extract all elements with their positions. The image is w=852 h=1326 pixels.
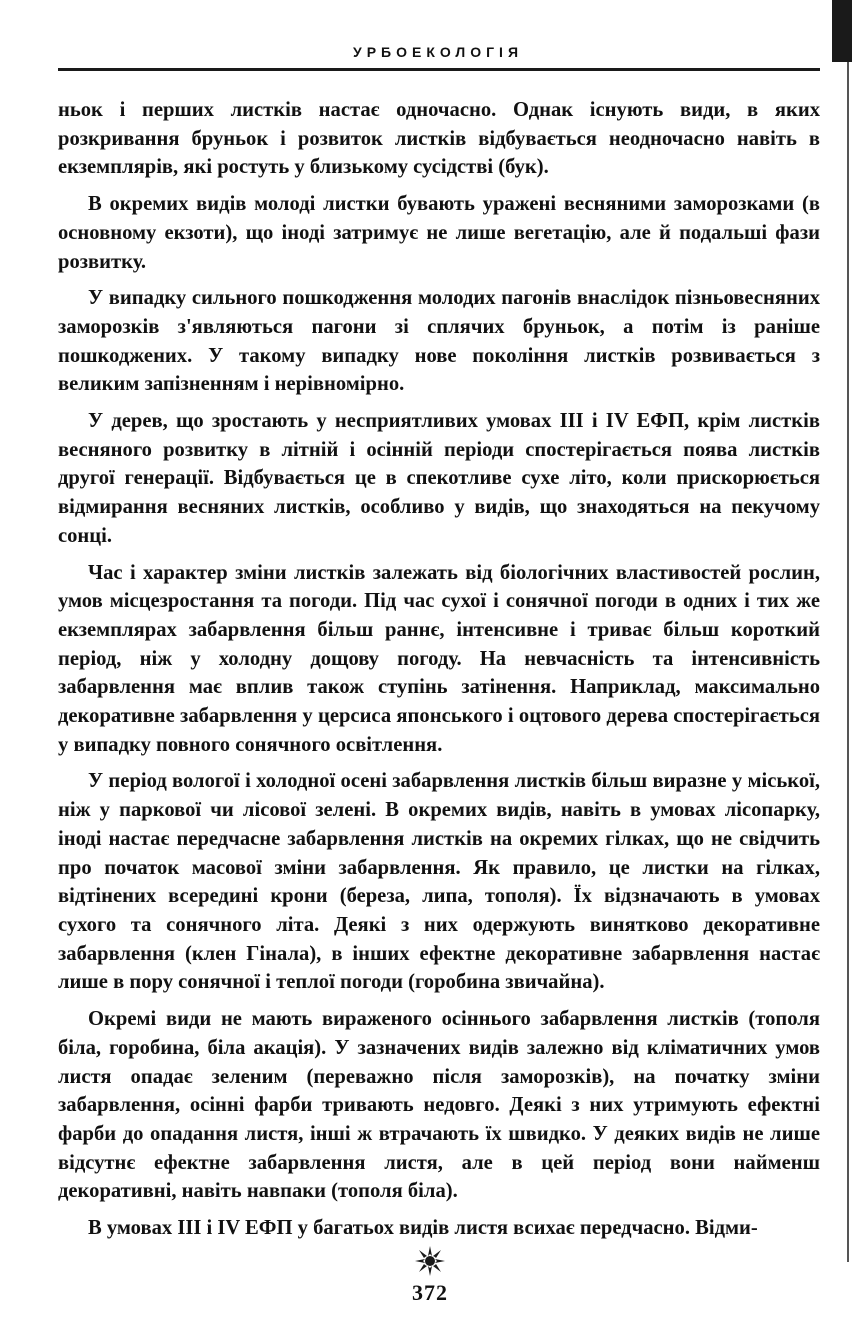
paragraph: Час і характер зміни листків залежать від біологічних властивостей рослин, умов місцезростання та погоди. Під час сухої і сонячної погоди в одних і тих же екземплярах забарвлення більш раннє, інтенсивне і триває більш короткий період, ніж у холодну дощову погоду. На невчасність та інтенсивність забарвлення має вплив також ступінь затінення. Наприклад, максимально декоративне забарвлення у церсиса японського і оцтового дерева спостерігається у випадку повного сонячного освітлення.	[58, 561, 820, 756]
page-number: 372	[412, 1280, 448, 1305]
running-header: УРБОЕКОЛОГІЯ	[352, 44, 524, 60]
paragraph: В умовах III і IV ЕФП у багатьох видів листя всихає передчасно. Відми-	[88, 1217, 758, 1240]
paragraph: У дерев, що зростають у несприятливих умовах III і IV ЕФП, крім листків весняного розвитку в літній і осінній періоди спостерігається поява листків другої генерації. Відбувається це в спекотливе сухе літо, коли прискорюється відмирання весняних листків, особливо у видів, що знаходяться на пекучому сонці.	[58, 410, 820, 547]
paragraph: ньок і перших листків настає одночасно. Однак існують види, в яких розкривання бруньок і розвиток листків відбувається неодночасно навіть в екземплярів, які ростуть у близькому сусідстві (бук).	[58, 99, 820, 179]
paragraph: У період вологої і холодної осені забарвлення листків більш виразне у міської, ніж у паркової чи лісової зелені. В окремих видів, навіть в умовах лісопарку, іноді настає передчасне забарвлення листків на окремих гілках, що не свідчить про початок масової зміни забарвлення. Як правило, це листки на гілках, відтінених всередині крони (береза, липа, тополя). Їх відзначають в умовах сухого та сонячного літа. Деякі з них одержують винятково декоративне забарвлення (клен Гінала), в інших ефектне декоративне забарвлення настає лише в пору сонячної і теплої погоди (горобина звичайна).	[58, 770, 820, 994]
paragraph: В окремих видів молоді листки бувають уражені весняними заморозками (в основному екзоти), що іноді затримує не лише вегетацію, але й подальші фази розвитку.	[58, 193, 820, 273]
leaf-ornament-icon	[413, 1244, 447, 1278]
paragraph: У випадку сильного пошкодження молодих пагонів внаслідок пізньовесняних заморозків з'являються пагони зі сплячих бруньок, а потім із раніше пошкоджених. У такому випадку нове покоління листків розвивається з великим запізненням і нерівномірно.	[58, 287, 820, 396]
page-footer	[400, 1244, 460, 1324]
paragraph: Окремі види не мають вираженого осіннього забарвлення листків (тополя біла, горобина, біла акація). У зазначених видів залежно від кліматичних умов листя опадає зеленим (переважно після заморозків), на початку зміни забарвлення, осінні фарби тривають недовго. Деякі з них утримують ефектні фарби до опадання листя, інші ж втрачають їх швидко. У деяких видів не лише відсутнє ефектне забарвлення листя, але в цей період вони найменш декоративні, навіть навпаки (тополя біла).	[58, 1008, 820, 1203]
page-edge-line	[847, 62, 849, 1262]
page-edge-bar	[832, 0, 852, 62]
header-rule	[58, 68, 820, 71]
body-text	[58, 96, 820, 1251]
